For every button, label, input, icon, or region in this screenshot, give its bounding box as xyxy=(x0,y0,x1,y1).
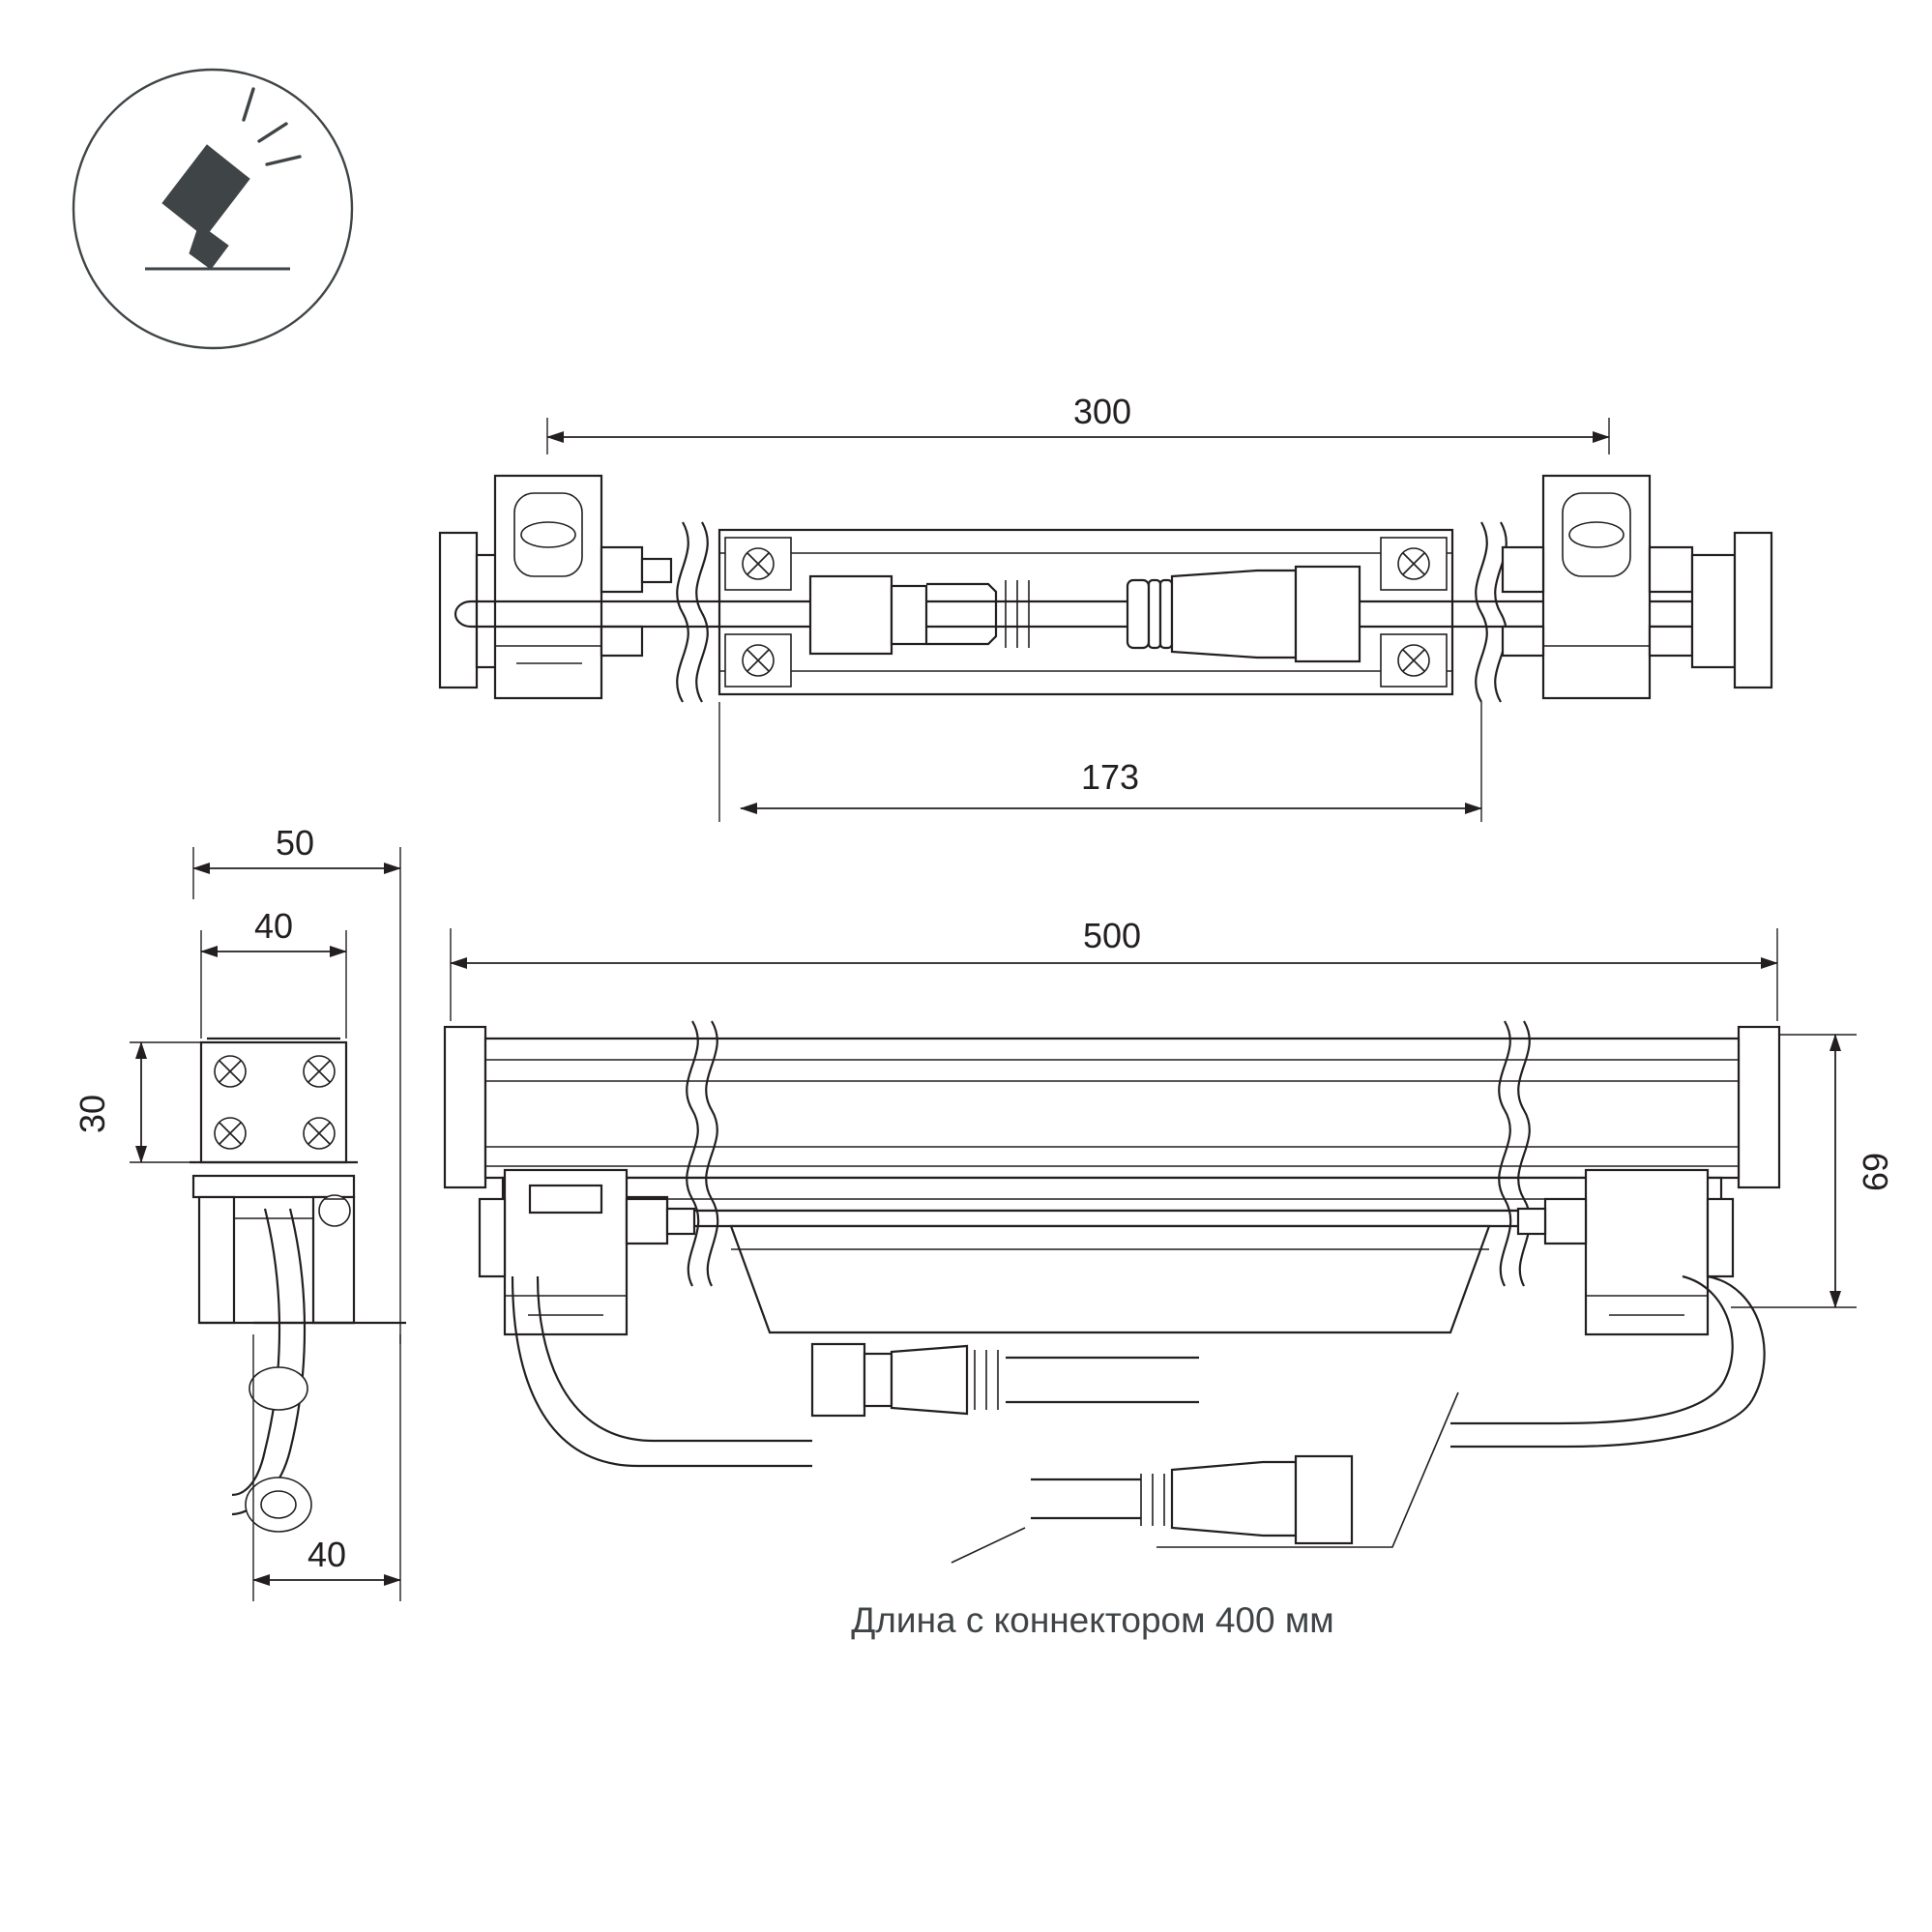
dimension-40-bottom-label: 40 xyxy=(307,1535,347,1574)
dimension-69-label: 69 xyxy=(1856,1152,1895,1192)
top-view-left-bracket xyxy=(440,476,671,698)
dimension-40-top-label: 40 xyxy=(253,906,294,946)
dimension-300-label: 300 xyxy=(1072,392,1132,431)
dimension-30 xyxy=(130,1042,201,1162)
dimension-40-top xyxy=(201,930,346,1039)
dimension-500-label: 500 xyxy=(1082,916,1142,955)
side-view xyxy=(130,847,406,1601)
side-view-cable xyxy=(232,1209,311,1532)
spotlight-ground-icon xyxy=(73,70,352,348)
connector-length-caption: Длина с коннектором 400 мм xyxy=(851,1600,1334,1640)
top-view-right-bracket xyxy=(1503,476,1771,698)
dimension-50-label: 50 xyxy=(275,823,315,863)
dimension-173-label: 173 xyxy=(1080,757,1140,797)
front-view-body xyxy=(485,1039,1739,1332)
front-view xyxy=(445,928,1857,1563)
side-view-body xyxy=(190,1039,406,1323)
dimension-30-label: 30 xyxy=(73,1094,112,1134)
